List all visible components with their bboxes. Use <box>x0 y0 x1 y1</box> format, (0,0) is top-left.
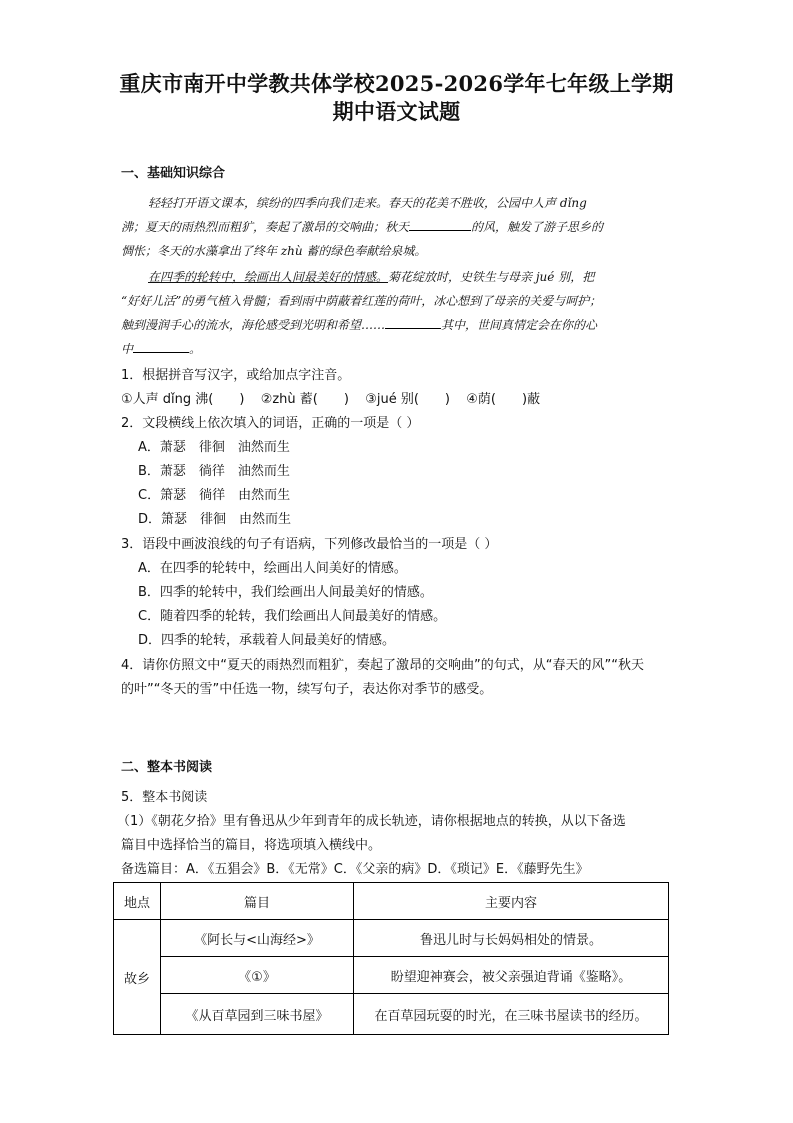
q5-options: 备选篇目：A．《五猖会》B．《无常》C．《父亲的病》D．《琐记》E．《藤野先生》 <box>121 862 589 877</box>
passage-text: 沸；夏天的雨热烈而粗犷，奏起了激昂的交响曲；秋天 <box>121 220 410 234</box>
q2-stem: 2．文段横线上依次填入的词语，正确的一项是（ ） <box>121 416 420 431</box>
passage-text: 。 <box>189 342 202 356</box>
table-cell-content: 鲁迅儿时与长妈妈相处的情景。 <box>354 920 669 957</box>
q2-option-a[interactable]: A．萧瑟 徘徊 油然而生 <box>138 440 290 455</box>
table-row <box>114 957 669 994</box>
q1-item-2[interactable]: ②zhù 蓄( ) <box>260 392 349 407</box>
passage-text: 触到漫润手心的流水，海伦感受到光明和希望…… <box>121 318 386 332</box>
q3-option-c[interactable]: C．随着四季的轮转，我们绘画出人间最美好的情感。 <box>138 609 447 624</box>
table-cell-title: 《从百草园到三味书屋》 <box>161 994 354 1035</box>
table-header-place: 地点 <box>114 883 161 920</box>
passage-text: 菊花绽放时，史铁生与母亲 jué 别，把 <box>388 270 595 284</box>
q3-option-b[interactable]: B．四季的轮转中，我们绘画出人间最美好的情感。 <box>138 585 433 600</box>
table-row <box>114 920 669 957</box>
q1-items <box>121 388 676 407</box>
q1-item-3[interactable]: ③jué 别( ) <box>365 392 450 407</box>
fill-blank-3[interactable] <box>133 340 189 353</box>
passage-text: 其中，世间真情定会在你的心 <box>441 318 598 332</box>
table-header-title: 篇目 <box>161 883 354 920</box>
passage-line <box>121 340 201 357</box>
table-cell-place: 故乡 <box>114 920 161 1035</box>
q5-stem: 5．整本书阅读 <box>121 790 208 805</box>
wavy-sentence: 在四季的轮转中，绘画出人间最美好的情感。 <box>148 270 389 284</box>
fill-blank-2[interactable] <box>385 316 441 329</box>
q1-item-4[interactable]: ④荫( )蔽 <box>466 392 541 407</box>
passage-text: 的风，触发了游子思乡的 <box>471 220 604 234</box>
table-cell-title-blank[interactable]: 《①》 <box>161 957 354 994</box>
q3-stem: 3．语段中画波浪线的句子有语病，下列修改最恰当的一项是（ ） <box>121 537 498 552</box>
q1-item-1[interactable]: ①人声 dǐng 沸( ) <box>121 392 245 407</box>
table-cell-title: 《阿长与<山海经>》 <box>161 920 354 957</box>
section1-heading: 一、基础知识综合 <box>121 166 226 181</box>
q4-stem-line2: 的叶”“冬天的雪”中任选一物，续写句子，表达你对季节的感受。 <box>121 682 493 697</box>
table-cell-content: 盼望迎神赛会，被父亲强迫背诵《鉴略》。 <box>354 957 669 994</box>
q1-stem: 1．根据拼音写汉字，或给加点字注音。 <box>121 368 351 383</box>
table-header-content: 主要内容 <box>354 883 669 920</box>
table-header-row <box>114 883 669 920</box>
passage-line <box>148 268 594 285</box>
table-row <box>114 994 669 1035</box>
q4-stem-line1: 4．请你仿照文中“夏天的雨热烈而粗犷，奏起了激昂的交响曲”的句式，从“春天的风”“秋天 <box>121 658 644 673</box>
passage-line: 惆怅；冬天的水藻拿出了终年 zhù 蓄的绿色奉献给泉城。 <box>121 244 427 258</box>
passage-line: “好好儿活”的勇气植入骨髓；看到雨中荫蔽着红莲的荷叶，冰心想到了母亲的关爱与呵护； <box>121 294 602 308</box>
q2-option-d[interactable]: D．箫瑟 徘徊 由然而生 <box>138 512 292 527</box>
passage-line: 轻轻打开语文课本，缤纷的四季向我们走来。春天的花美不胜收，公园中人声 dǐng <box>148 196 587 210</box>
q3-option-a[interactable]: A．在四季的轮转中，绘画出人间美好的情感。 <box>138 561 407 576</box>
q5-sub1-line2: 篇目中选择恰当的篇目，将选项填入横线中。 <box>121 838 382 853</box>
q5-sub1-line1: （1）《朝花夕拾》里有鲁迅从少年到青年的成长轨迹，请你根据地点的转换，从以下备选 <box>117 814 626 829</box>
q3-option-d[interactable]: D．四季的轮转，承载着人间最美好的情感。 <box>138 633 396 648</box>
passage-text: 中 <box>121 342 134 356</box>
exam-title-line1: 重庆市南开中学教共体学校2025-2026学年七年级上学期 <box>119 71 674 96</box>
fill-blank-1[interactable] <box>409 218 471 231</box>
q2-option-c[interactable]: C．箫瑟 徜徉 由然而生 <box>138 488 291 503</box>
table-cell-content: 在百草园玩耍的时光，在三味书屋读书的经历。 <box>354 994 669 1035</box>
works-table <box>113 882 669 1035</box>
q2-option-b[interactable]: B．萧瑟 徜徉 油然而生 <box>138 464 290 479</box>
passage-line <box>121 316 597 333</box>
exam-title-line2: 期中语文试题 <box>332 99 461 124</box>
section2-heading: 二、整本书阅读 <box>121 760 213 775</box>
passage-line <box>121 218 603 235</box>
